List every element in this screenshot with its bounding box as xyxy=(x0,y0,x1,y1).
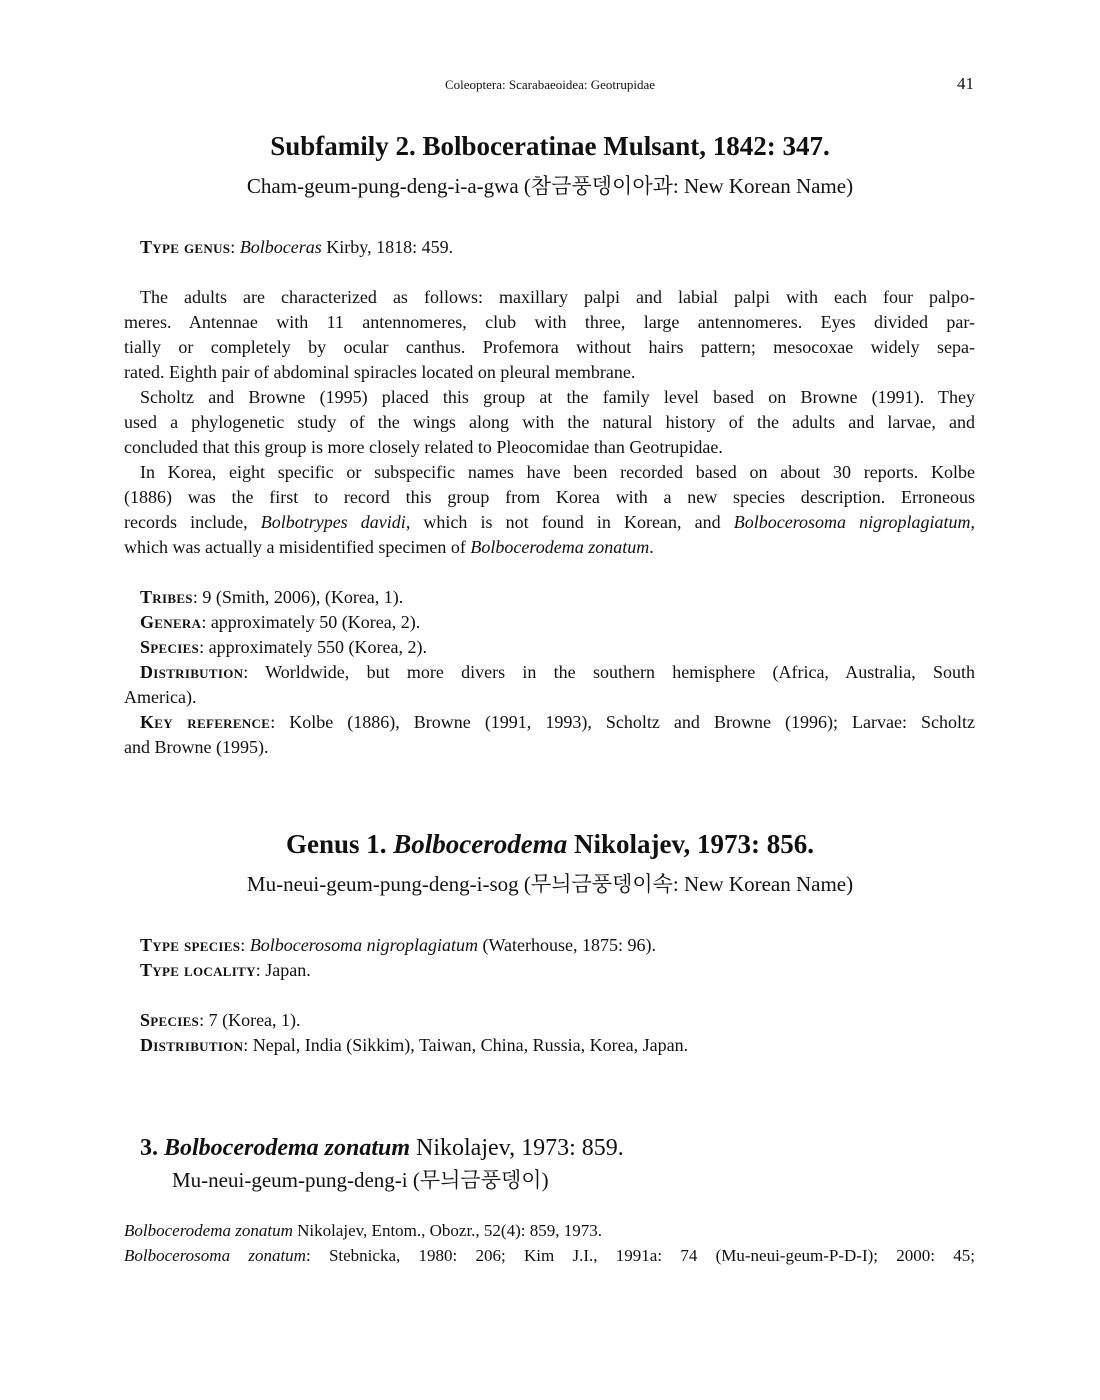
synonym-line xyxy=(124,1243,975,1268)
paragraph-line: concluded that this group is more closely related to Pleocomidae than Geotrupidae. xyxy=(124,437,723,457)
genus-distribution-text: : Nepal, India (Sikkim), Taiwan, China, Russia, Korea, Japan. xyxy=(243,1035,689,1055)
genus-title xyxy=(0,829,1100,860)
key-reference-line xyxy=(124,710,975,735)
type-locality-line xyxy=(124,958,975,983)
type-species-rest: (Waterhouse, 1875: 96). xyxy=(477,935,656,955)
type-locality-label: Type locality xyxy=(140,960,256,980)
tribes-line xyxy=(124,585,975,610)
paragraph-line xyxy=(124,535,975,560)
text-run: , which is not found in Korean, and xyxy=(405,512,734,532)
text-run: , xyxy=(970,512,976,532)
species-line xyxy=(124,635,975,660)
genera-label: Genera xyxy=(140,612,202,632)
paragraph-line: The adults are characterized as follows: maxillary palpi and labial palpi with each four palpo- xyxy=(140,287,975,307)
genus-title-prefix: Genus 1. xyxy=(285,829,394,859)
key-reference-text: : Kolbe (1886), Browne (1991, 1993), Scholtz and Browne (1996); Larvae: Scholtz xyxy=(270,712,975,732)
distribution-text: : Worldwide, but more divers in the southern hemisphere (Africa, Australia, South xyxy=(243,662,975,682)
taxon-name: Bolbocerodema zonatum xyxy=(470,537,650,557)
synonym-citation: : Stebnicka, 1980: 206; Kim J.I., 1991a: 74 (Mu-neui-geum-P-D-I); 2000: 45; xyxy=(305,1246,975,1265)
paragraph-line: tially or completely by ocular canthus. Profemora without hairs pattern; mesocoxae widely sepa- xyxy=(124,337,975,357)
subfamily-paragraph-3 xyxy=(124,460,975,560)
tribes-text: : 9 (Smith, 2006), (Korea, 1). xyxy=(192,587,404,607)
distribution-line-2: America). xyxy=(124,687,197,707)
genus-species-label: Species xyxy=(140,1010,200,1030)
page-number: 41 xyxy=(957,74,974,93)
tribes-label: Tribes xyxy=(140,587,193,607)
text-run: . xyxy=(649,537,654,557)
type-locality-text: : Japan. xyxy=(255,960,311,980)
paragraph-line xyxy=(124,510,975,535)
synonym-name: Bolbocerodema zonatum xyxy=(124,1221,293,1240)
species-author: Nikolajev, 1973: 859. xyxy=(410,1135,624,1161)
genus-distribution-label: Distribution xyxy=(140,1035,244,1055)
species-text: : approximately 550 (Korea, 2). xyxy=(199,637,428,657)
subfamily-korean-name: Cham-geum-pung-deng-i-a-gwa (참금풍뎅이아과: New Korean Name) xyxy=(246,174,854,198)
distribution-label: Distribution xyxy=(140,662,244,682)
genera-line xyxy=(124,610,975,635)
text-run: records include, xyxy=(124,512,261,532)
paragraph-line: rated. Eighth pair of abdominal spiracles located on pleural membrane. xyxy=(124,362,636,382)
genus-title-suffix: Nikolajev, 1973: 856. xyxy=(567,829,814,859)
key-reference-label: Key reference xyxy=(140,712,271,732)
species-synonymy xyxy=(124,1218,975,1268)
type-genus-rest: Kirby, 1818: 459. xyxy=(321,237,454,257)
subfamily-facts xyxy=(124,585,975,760)
type-species-name: Bolbocerosoma nigroplagiatum xyxy=(249,935,478,955)
text-run: which was actually a misidentified specimen of xyxy=(124,537,471,557)
genus-distribution-line xyxy=(124,1033,975,1058)
type-genus-name: Bolboceras xyxy=(239,237,322,257)
taxon-name: Bolbotrypes davidi xyxy=(260,512,406,532)
genus-type-info xyxy=(124,933,975,983)
paragraph-line: used a phylogenetic study of the wings along with the natural history of the adults and larvae, and xyxy=(124,412,975,432)
type-genus-label: Type genus xyxy=(140,237,231,257)
species-number: 3. xyxy=(140,1135,158,1161)
synonym-name: Bolbocerosoma zonatum xyxy=(124,1246,306,1265)
paragraph-line: meres. Antennae with 11 antennomeres, club with three, large antennomeres. Eyes divided par- xyxy=(124,312,975,332)
type-species-label: Type species xyxy=(140,935,241,955)
subfamily-paragraph-1 xyxy=(124,285,975,385)
key-reference-line-2: and Browne (1995). xyxy=(124,737,269,757)
genera-text: : approximately 50 (Korea, 2). xyxy=(201,612,421,632)
text-run: : xyxy=(240,935,250,955)
species-title xyxy=(124,1133,991,1163)
subfamily-paragraph-2 xyxy=(124,385,975,460)
distribution-line xyxy=(124,660,975,685)
synonym-line xyxy=(124,1218,975,1243)
genus-korean-name: Mu-neui-geum-pung-deng-i-sog (무늬금풍뎅이속: New Korean Name) xyxy=(246,872,854,896)
species-korean-name: Mu-neui-geum-pung-deng-i (무늬금풍뎅이) xyxy=(172,1168,549,1192)
type-species-line xyxy=(124,933,975,958)
type-genus-line: Type genus: Bolboceras Kirby, 1818: 459. xyxy=(140,237,454,257)
genus-species-text: : 7 (Korea, 1). xyxy=(199,1010,301,1030)
species-label: Species xyxy=(140,637,200,657)
genus-facts xyxy=(124,1008,975,1058)
species-name: Bolbocerodema zonatum xyxy=(164,1135,411,1161)
paragraph-line: In Korea, eight specific or subspecific names have been recorded based on about 30 reports. Kolbe xyxy=(140,462,975,482)
paragraph-line: Scholtz and Browne (1995) placed this group at the family level based on Browne (1991). They xyxy=(140,387,975,407)
running-title: Coleoptera: Scarabaeoidea: Geotrupidae xyxy=(444,77,656,92)
genus-name: Bolbocerodema xyxy=(393,829,568,859)
paragraph-line: (1886) was the first to record this group from Korea with a new species description. Erroneous xyxy=(124,487,975,507)
subfamily-title: Subfamily 2. Bolboceratinae Mulsant, 1842: 347. xyxy=(270,131,830,161)
genus-species-line xyxy=(124,1008,975,1033)
synonym-citation: Nikolajev, Entom., Obozr., 52(4): 859, 1973. xyxy=(292,1221,602,1240)
taxon-name: Bolbocerosoma nigroplagiatum xyxy=(733,512,971,532)
